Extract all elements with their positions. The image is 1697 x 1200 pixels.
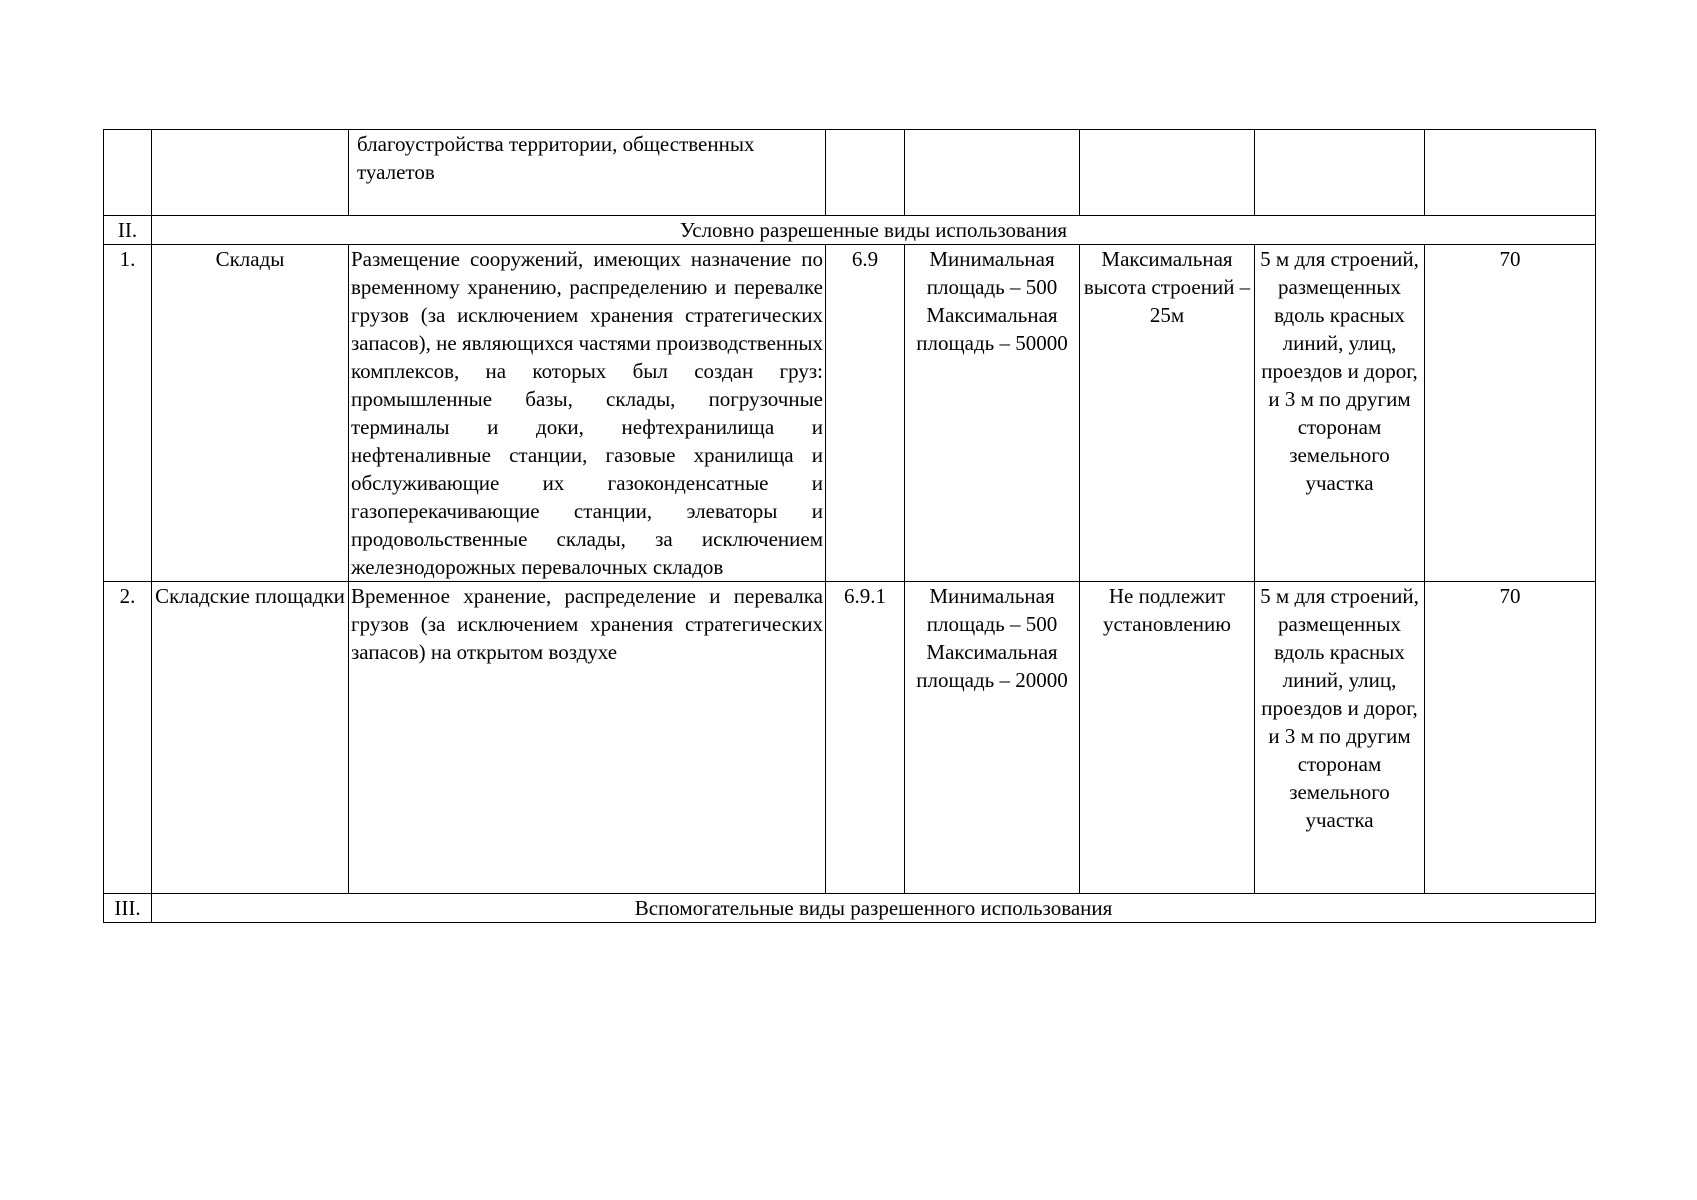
- cell-height: [1080, 130, 1255, 216]
- row-height: Максимальная высота строений – 25м: [1080, 245, 1255, 582]
- continuation-row: [104, 130, 1596, 216]
- cell-percent: [1425, 130, 1596, 216]
- cell-description: благоустройства территории, общественных туалетов: [349, 130, 826, 216]
- cell-number: [104, 130, 152, 216]
- row-number: 1.: [104, 245, 152, 582]
- cell-setback: [1255, 130, 1425, 216]
- section-title: Условно разрешенные виды использования: [152, 216, 1596, 245]
- section-number: III.: [104, 894, 152, 923]
- section-header-row: [104, 216, 1596, 245]
- row-name: Складские площадки: [152, 582, 349, 894]
- row-setback: 5 м для строений, размещенных вдоль красных линий, улиц, проездов и дорог, и 3 м по другим сторонам земельного участка: [1255, 582, 1425, 894]
- row-code: 6.9.1: [826, 582, 905, 894]
- row-area: Минимальная площадь – 500 Максимальная площадь – 50000: [905, 245, 1080, 582]
- table-row: [104, 582, 1596, 894]
- row-description: Размещение сооружений, имеющих назначение по временному хранению, распределению и перевалке грузов (за исключением хранения стратегических запасов), не являющихся частями производственных комплексов, на которых был создан груз: промышленные базы, склады, погрузочные терминалы и доки, нефтехранилища и нефтеналивные станции, газовые хранилища и обслуживающие их газоконденсатные и газоперекачивающие станции, элеваторы и продовольственные склады, за исключением железнодорожных перевалочных складов: [349, 245, 826, 582]
- table-row: [104, 245, 1596, 582]
- row-number: 2.: [104, 582, 152, 894]
- row-area: Минимальная площадь – 500 Максимальная площадь – 20000: [905, 582, 1080, 894]
- cell-name: [152, 130, 349, 216]
- cell-area: [905, 130, 1080, 216]
- row-percent: 70: [1425, 582, 1596, 894]
- row-setback: 5 м для строений, размещенных вдоль красных линий, улиц, проездов и дорог, и 3 м по другим сторонам земельного участка: [1255, 245, 1425, 582]
- row-description: Временное хранение, распределение и перевалка грузов (за исключением хранения стратегических запасов) на открытом воздухе: [349, 582, 826, 894]
- cell-code: [826, 130, 905, 216]
- row-name: Склады: [152, 245, 349, 582]
- row-code: 6.9: [826, 245, 905, 582]
- row-height: Не подлежит установлению: [1080, 582, 1255, 894]
- section-number: II.: [104, 216, 152, 245]
- row-percent: 70: [1425, 245, 1596, 582]
- section-header-row: [104, 894, 1596, 923]
- section-title: Вспомогательные виды разрешенного использования: [152, 894, 1596, 923]
- zoning-table: [103, 129, 1596, 923]
